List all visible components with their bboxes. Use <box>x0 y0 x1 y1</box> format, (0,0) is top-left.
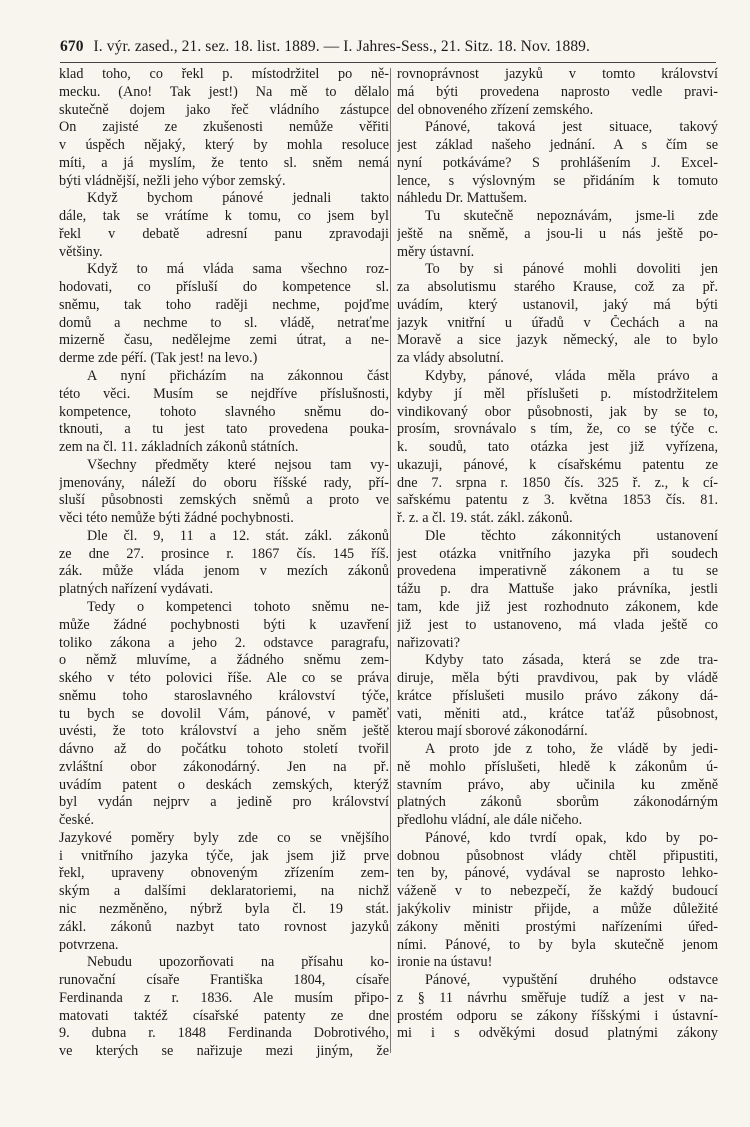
text-line: v úspěch nějaký, který by mohla resoluce <box>59 137 389 154</box>
text-line: A proto jde z toho, že vládě by jedi- <box>425 741 718 758</box>
text-line: prostém odporu se zákony říšskými i ústavní- <box>397 1007 718 1024</box>
text-line: řekl v debatě adresní panu zpravodaji <box>59 225 389 242</box>
text-line: ně mohlo příslušeti, hledě k zákonům ú- <box>397 758 718 775</box>
text-line: uvésti, že toto království a jeho sněm ještě <box>59 723 389 740</box>
text-line: za vlády absolutní. <box>397 350 504 367</box>
text-line: domů a nechme to sl. vládě, netraťme <box>59 314 389 331</box>
text-line: nic nezměněno, nýbrž byla čl. 19 stát. <box>59 900 389 917</box>
text-line: Jazykové poměry byly zde co se vnějšího <box>59 829 389 846</box>
text-line: rovnoprávnost jazyků v tomto království <box>397 66 718 82</box>
header-title: I. výr. zased., 21. sez. 18. list. 1889. — I. Jahres-Sess., 21. Sitz. 18. Nov. 1889. <box>93 38 590 55</box>
text-line: má býti provedena naprosto vedle pravi- <box>397 83 718 100</box>
text-line: ř. z. a čl. 19. stát. zákl. zákonů. <box>397 510 573 527</box>
text-line: sněmu, tak toho raději nechme, pojďme <box>59 296 389 313</box>
column-divider <box>390 68 391 1053</box>
text-line: ve kterých se nařizuje mezi jiným, že <box>59 1043 389 1060</box>
text-line: dávno až do počátku tohoto století tvořil <box>59 741 389 758</box>
text-line: většiny. <box>59 243 103 260</box>
text-line: z § 11 návrhu směřuje tudíž a jest v na- <box>397 989 718 1006</box>
text-line: této věci. Musím se nejdříve příslušnosti, <box>59 385 389 402</box>
text-line: míti, a já myslím, že tento sl. sněm nemá <box>59 154 389 171</box>
text-line: mi i s odvěkými dosud platnými zákony <box>397 1025 718 1042</box>
text-line: za absolutismu starého Krause, což za př. <box>397 279 718 296</box>
text-line: o němž mluvíme, a žádného sněmu zem- <box>59 652 389 669</box>
text-line: uvádím patent o deskách zemských, kterýž <box>59 776 389 793</box>
text-line: platných nařízení vydávati. <box>59 581 214 598</box>
text-line: může žádné pochybnosti býti k uzavření <box>59 616 389 633</box>
text-line: ze dne 27. prosince r. 1867 čís. 145 říš. <box>59 545 389 562</box>
text-line: sněmu toho staroslavného království týče, <box>59 687 389 704</box>
text-line: ten by, pánové, vydával se naprosto lehko- <box>397 865 718 882</box>
running-header <box>60 38 716 56</box>
text-line: jest základ našeho jednání. A s čím se <box>397 137 718 154</box>
text-line: prosím, srovnávalo s tím, že, co se týče c. <box>397 421 718 438</box>
text-line: tu bych se dovolil Vám, pánové, v paměť <box>59 705 389 722</box>
text-line: Když bychom pánové jednali takto <box>87 190 389 207</box>
text-line: Kdyby tato zásada, která se zde tra- <box>425 652 718 669</box>
text-line: tážu p. dra Mattuše jako právníka, jestli <box>397 581 718 598</box>
text-line: měry ústavní. <box>397 243 475 260</box>
text-line: i vnitřního jazyka týče, jak jsem již prve <box>59 847 389 864</box>
text-line: ukazuji, pánové, k císařskému patentu ze <box>397 456 718 473</box>
text-line: Dle těchto zákonnitých ustanovení <box>425 527 718 544</box>
header-rule <box>60 62 716 63</box>
text-line: platných zákonů sborům zákonodárným <box>397 794 718 811</box>
text-line: 9. dubna r. 1848 Ferdinanda Dobrotivého, <box>59 1025 389 1042</box>
text-line: tam, kde již jest rozhodnuto zákonem, kde <box>397 598 718 615</box>
text-line: nařizovati? <box>397 634 461 651</box>
text-line: toliko zákona a jeho 2. odstavce paragrafu, <box>59 634 389 651</box>
text-line: On zajisté ze zkušenosti nemůže věřiti <box>59 119 389 136</box>
text-line: provedena imperativně zákonem a tu se <box>397 563 718 580</box>
text-line: mecku. (Ano! Tak jest!) Na mě to dělalo <box>59 83 389 100</box>
text-line: jazyk vnitřní u úřadů v Čechách a na <box>397 314 718 331</box>
text-line: diruje, měla býti pravdivou, pak by vládě <box>397 670 718 687</box>
text-line: lence, s výslovným se přidáním k tomuto <box>397 172 718 189</box>
text-line: hodovati, co přísluší do kompetence sl. <box>59 279 389 296</box>
text-line: nyní potkáváme? S prohlášením J. Excel- <box>397 154 718 171</box>
text-line: ještě na sněmě, a jsou-li u nás ještě po- <box>397 225 718 242</box>
text-line: ským a dalšími deklaratoriemi, na nichž <box>59 883 389 900</box>
text-line: již jest to ustanoveno, má vlada ještě co <box>397 616 718 633</box>
text-line: zem na čl. 11. základních zákonů státních. <box>59 439 299 456</box>
text-line: vati, měniti atd., krátce taťáž působnost, <box>397 705 718 722</box>
text-line: Pánové, vypuštění druhého odstavce <box>425 972 718 989</box>
text-line: býti vládnější, nežli jeho výbor zemský. <box>59 172 286 189</box>
text-line: To by si pánové mohli dovoliti jen <box>425 261 718 278</box>
text-line: ského v této polovici říše. Ale co se práva <box>59 670 389 687</box>
text-line: stavním právo, aby učinila ku změně <box>397 776 718 793</box>
text-line: potvrzena. <box>59 936 119 953</box>
text-line: derme zde péří. (Tak jest! na levo.) <box>59 350 258 367</box>
page-number: 670 <box>60 38 84 55</box>
text-line: ními. Pánové, to by byla skutečně jenom <box>397 936 718 953</box>
text-line: ironie na ústavu! <box>397 954 493 971</box>
text-line: Tedy o kompetenci tohoto sněmu ne- <box>87 598 389 615</box>
text-line: kterou mají sborové zákonodární. <box>397 723 588 740</box>
text-line: zákony měniti prostými nařízeními úřed- <box>397 918 718 935</box>
text-line: jmenovány, náleží do oboru říšské rady, pří- <box>59 474 389 491</box>
text-line: Kdyby, pánové, vláda měla právo a <box>425 368 718 385</box>
text-line: byl vydán nejprv a jedině pro království <box>59 794 389 811</box>
text-line: Když to má vláda sama všechno roz- <box>87 261 389 278</box>
text-line: klad toho, co řekl p. místodržitel po ně- <box>59 66 389 82</box>
text-line: řekl, upraveny obnoveným zřízením zem- <box>59 865 389 882</box>
text-line: uvádím, který ustanovil, jaký má býti <box>397 296 718 313</box>
text-line: mizerně času, nedělejme zemi útrat, a ne- <box>59 332 389 349</box>
text-line: váženě v to nebezpečí, že každý budoucí <box>397 883 718 900</box>
text-line: Nebudu upozorňovati na přísahu ko- <box>87 954 389 971</box>
text-line: Pánové, taková jest situace, takový <box>425 119 718 136</box>
text-line: jakýkoliv ministr přijde, a může důležité <box>397 900 718 917</box>
text-line: runovační císaře Františka 1804, císaře <box>59 972 389 989</box>
text-line: zák. může vláda jenom v mezích zákonů <box>59 563 389 580</box>
text-line: Moravě a sice jazyk německý, ale to bylo <box>397 332 718 349</box>
text-line: Ferdinanda z r. 1836. Ale musím připo- <box>59 989 389 1006</box>
text-line: A nyní přicházím na zákonnou část <box>87 368 389 385</box>
text-line: skutečně dojem jako řeč vládního zástupce <box>59 101 389 118</box>
text-line: tknouti, a tu jest tato provedena pouka- <box>59 421 389 438</box>
left-column <box>59 66 389 1061</box>
text-line: dobnou působnost vlády chtěl připustiti, <box>397 847 718 864</box>
text-line: Všechny předměty které nejsou tam vy- <box>87 456 389 473</box>
text-line: del obnoveného zřízení zemského. <box>397 101 594 118</box>
text-line: kompetence, tohoto slavného sněmu do- <box>59 403 389 420</box>
text-line: předlohu vládní, ale dále ničeho. <box>397 812 583 829</box>
right-column <box>397 66 718 1043</box>
text-line: Tu skutečně nepoznávám, jsme-li zde <box>425 208 718 225</box>
text-line: k. soudů, tato otázka jest již vyřízena, <box>397 439 718 456</box>
text-line: dále, tak se vrátíme k tomu, co jsem byl <box>59 208 389 225</box>
text-line: Pánové, kdo tvrdí opak, kdo by po- <box>425 829 718 846</box>
text-line: náhledu Dr. Mattušem. <box>397 190 528 207</box>
text-line: české. <box>59 812 95 829</box>
text-line: jest otázka vnitřního jazyka při soudech <box>397 545 718 562</box>
text-line: krátce příslušeti musilo právo zákony dá- <box>397 687 718 704</box>
text-line: zvláštní obor zákonodárný. Jen na př. <box>59 758 389 775</box>
text-line: zákl. zákonů nazbyt tato rovnost jazyků <box>59 918 389 935</box>
text-line: vindikovaný obor působnosti, jak by se to, <box>397 403 718 420</box>
text-line: dne 7. srpna r. 1850 čís. 325 ř. z., k cí- <box>397 474 718 491</box>
text-line: věci této nemůže býti žádné pochybnosti. <box>59 510 294 527</box>
text-line: sařskému patentu z 3. května 1853 čís. 81. <box>397 492 718 509</box>
text-line: matovati taktéž císařské patenty ze dne <box>59 1007 389 1024</box>
text-line: kdyby jí měl příslušeti p. místodržitelem <box>397 385 718 402</box>
text-line: Dle čl. 9, 11 a 12. stát. zákl. zákonů <box>87 527 389 544</box>
text-line: sluší působnosti zemských sněmů a proto ve <box>59 492 389 509</box>
